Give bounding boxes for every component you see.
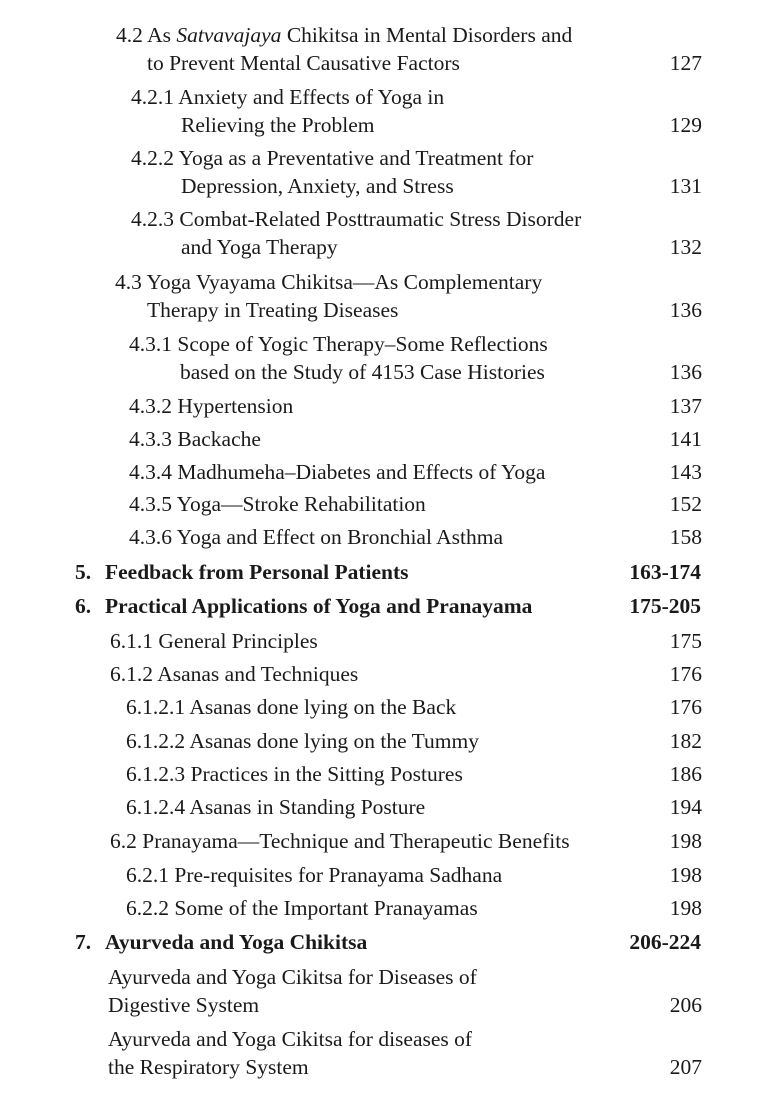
entry-number: 4.3.4 — [129, 460, 172, 484]
entry-number: 6.2.2 — [126, 896, 169, 920]
entry-number: 6.2 — [110, 829, 137, 853]
entry-title-continued: to Prevent Mental Causative Factors — [147, 51, 460, 75]
entry-number: 4.2 — [116, 23, 143, 47]
page-number: 129 — [669, 113, 702, 137]
entry-title: Practices in the Sitting Postures — [190, 762, 463, 786]
entry-title: Asanas in Standing Posture — [189, 795, 426, 819]
entry-number: 4.3.3 — [129, 427, 172, 451]
page-range: 163-174 — [629, 560, 701, 584]
entry-number: 4.3.6 — [129, 525, 172, 549]
page-number: 207 — [669, 1055, 702, 1079]
entry-title: Combat-Related Posttraumatic Stress Disorder — [179, 207, 582, 231]
page-number: 152 — [669, 492, 702, 516]
page-number: 198 — [669, 863, 702, 887]
chapter-number: 7. — [75, 930, 92, 954]
entry-title: Yoga Vyayama Chikitsa—As Complementary — [146, 270, 543, 294]
entry-title: Yoga and Effect on Bronchial Asthma — [176, 525, 504, 549]
entry-title: Anxiety and Effects of Yoga in — [178, 85, 445, 109]
page-number: 175 — [669, 629, 702, 653]
page-number: 131 — [669, 174, 702, 198]
entry-title-continued: Relieving the Problem — [181, 113, 375, 137]
chapter-title: Feedback from Personal Patients — [105, 560, 409, 584]
page-number: 198 — [669, 896, 702, 920]
entry-title: Backache — [177, 427, 261, 451]
entry-title-continued: the Respiratory System — [108, 1055, 309, 1079]
page-range: 206-224 — [629, 930, 701, 954]
entry-title: Ayurveda and Yoga Cikitsa for diseases of — [108, 1027, 473, 1051]
chapter-title: Practical Applications of Yoga and Pranayama — [105, 594, 533, 618]
entry-title: Some of the Important Pranayamas — [174, 896, 478, 920]
page-number: 176 — [669, 695, 702, 719]
chapter-number: 6. — [75, 594, 92, 618]
entry-number: 4.3 — [115, 270, 142, 294]
page-number: 176 — [669, 662, 702, 686]
page-number: 136 — [669, 360, 702, 384]
entry-title: Pranayama—Technique and Therapeutic Benefits — [142, 829, 570, 853]
page-number: 127 — [669, 51, 702, 75]
entry-number: 6.1.2.2 — [126, 729, 186, 753]
entry-title: Yoga as a Preventative and Treatment for — [178, 146, 534, 170]
entry-title: Asanas and Techniques — [157, 662, 359, 686]
entry-title: Chikitsa in Mental Disorders and — [281, 23, 573, 47]
page-number: 182 — [669, 729, 702, 753]
entry-title-continued: Therapy in Treating Diseases — [147, 298, 399, 322]
page-number: 141 — [669, 427, 702, 451]
page-number: 206 — [669, 993, 702, 1017]
entry-title: As — [147, 23, 177, 47]
entry-number: 4.3.5 — [129, 492, 172, 516]
entry-title: Madhumeha–Diabetes and Effects of Yoga — [177, 460, 546, 484]
entry-number: 4.2.3 — [131, 207, 174, 231]
page-number: 136 — [669, 298, 702, 322]
page-range: 175-205 — [629, 594, 701, 618]
entry-title: Yoga—Stroke Rehabilitation — [176, 492, 426, 516]
entry-number: 4.3.2 — [129, 394, 172, 418]
page-number: 158 — [669, 525, 702, 549]
entry-number: 4.2.1 — [131, 85, 174, 109]
page-number: 137 — [669, 394, 702, 418]
entry-title-continued: and Yoga Therapy — [181, 235, 338, 259]
chapter-title: Ayurveda and Yoga Chikitsa — [105, 930, 368, 954]
entry-title-continued: Digestive System — [108, 993, 260, 1017]
entry-title: Asanas done lying on the Tummy — [189, 729, 479, 753]
page-number: 143 — [669, 460, 702, 484]
entry-title-continued: Depression, Anxiety, and Stress — [181, 174, 454, 198]
page-number: 198 — [669, 829, 702, 853]
entry-number: 6.1.2 — [110, 662, 153, 686]
entry-title-continued: based on the Study of 4153 Case Histories — [180, 360, 545, 384]
entry-title: Pre-requisites for Pranayama Sadhana — [174, 863, 503, 887]
entry-title: Scope of Yogic Therapy–Some Reflections — [177, 332, 548, 356]
page-number: 132 — [669, 235, 702, 259]
chapter-number: 5. — [75, 560, 92, 584]
entry-number: 6.1.2.4 — [126, 795, 186, 819]
entry-number: 6.2.1 — [126, 863, 169, 887]
entry-number: 6.1.2.1 — [126, 695, 186, 719]
entry-number: 4.2.2 — [131, 146, 174, 170]
entry-title: Asanas done lying on the Back — [189, 695, 457, 719]
page-number: 194 — [669, 795, 702, 819]
entry-title: Hypertension — [177, 394, 294, 418]
entry-title-italic: Satvavajaya — [176, 23, 282, 47]
entry-number: 6.1.1 — [110, 629, 153, 653]
entry-number: 6.1.2.3 — [126, 762, 186, 786]
entry-number: 4.3.1 — [129, 332, 172, 356]
page-number: 186 — [669, 762, 702, 786]
entry-title: General Principles — [158, 629, 318, 653]
entry-title: Ayurveda and Yoga Cikitsa for Diseases of — [108, 965, 477, 989]
